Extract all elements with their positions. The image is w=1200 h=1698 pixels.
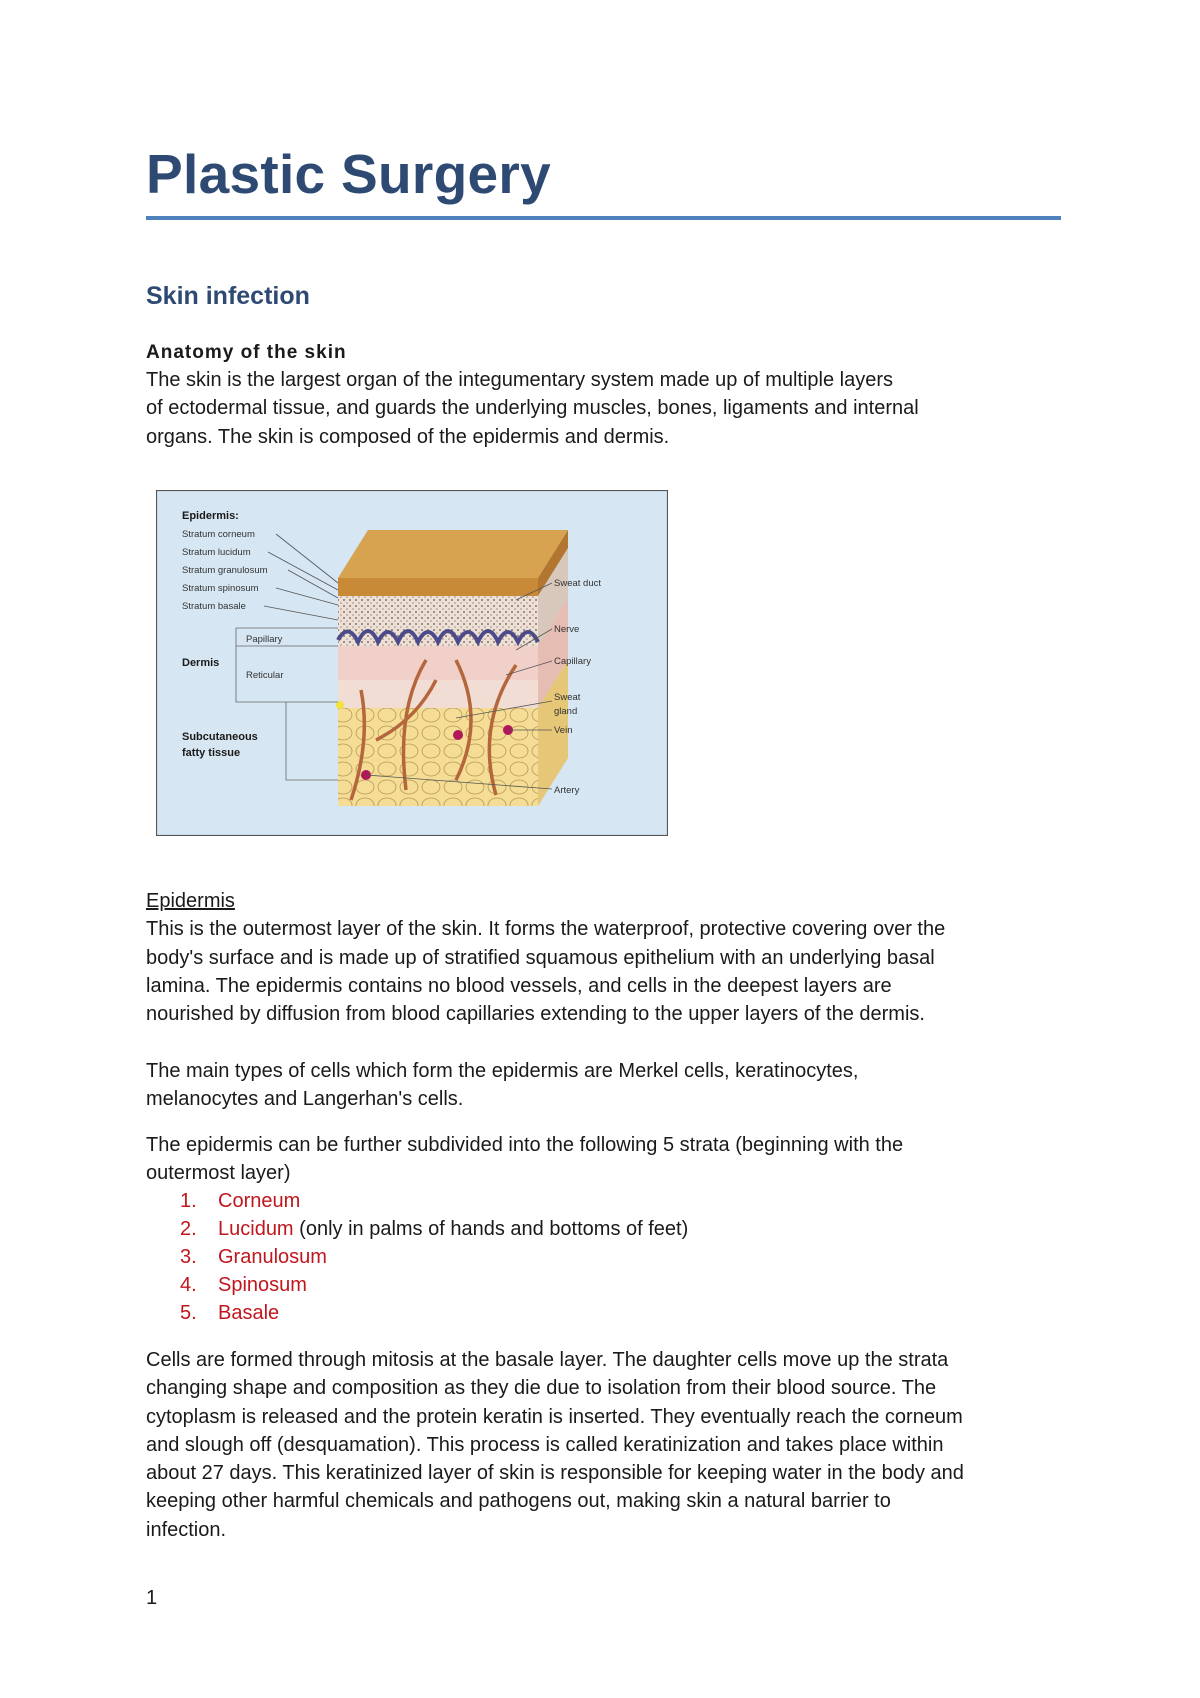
corneum-top-face bbox=[338, 530, 568, 578]
text-line: about 27 days. This keratinized layer of skin is responsible for keeping water in the body and bbox=[146, 1462, 964, 1485]
list-item: 4. Spinosum bbox=[180, 1274, 307, 1296]
text-line: nourished by diffusion from blood capillaries extending to the upper layers of the dermis. bbox=[146, 1003, 925, 1026]
figure-label-vein: Vein bbox=[554, 725, 573, 736]
text-line: cytoplasm is released and the protein keratin is inserted. They eventually reach the corneum bbox=[146, 1405, 963, 1428]
text-line: lamina. The epidermis contains no blood vessels, and cells in the deepest layers are bbox=[146, 974, 892, 997]
page-title: Plastic Surgery bbox=[146, 143, 551, 205]
figure-label-reticular: Reticular bbox=[246, 670, 284, 681]
list-item: 2. Lucidum (only in palms of hands and bottoms of feet) bbox=[180, 1218, 689, 1240]
list-item: 3. Granulosum bbox=[180, 1246, 327, 1268]
figure-label-sweat: Sweat bbox=[554, 692, 581, 703]
figure-label-stratum: Stratum granulosum bbox=[182, 565, 268, 576]
corneum-layer bbox=[338, 578, 538, 596]
figure-label-artery: Artery bbox=[554, 785, 580, 796]
epidermis-section bbox=[146, 887, 1066, 1028]
text-line: This is the outermost layer of the skin. It forms the waterproof, protective covering over the bbox=[146, 918, 946, 941]
text-line: The main types of cells which form the epidermis are Merkel cells, keratinocytes, bbox=[146, 1060, 859, 1082]
figure-label-subcutaneous: Subcutaneous bbox=[182, 731, 258, 743]
intro-paragraph bbox=[146, 366, 1066, 451]
epidermis-heading: Epidermis bbox=[146, 890, 235, 912]
cell-types-paragraph bbox=[146, 1057, 1066, 1114]
text-line: Cells are formed through mitosis at the basale layer. The daughter cells move up the strata bbox=[146, 1349, 949, 1371]
text-line: body's surface and is made up of stratified squamous epithelium with an underlying basal bbox=[146, 946, 935, 969]
title-underline bbox=[146, 216, 1061, 220]
figure-label-capillary: Capillary bbox=[554, 656, 591, 667]
figure-label-gland: gland bbox=[554, 706, 578, 717]
figure-label-fatty-tissue: fatty tissue bbox=[182, 747, 241, 759]
figure-label-dermis: Dermis bbox=[182, 657, 220, 669]
figure-label-epidermis: Epidermis: bbox=[182, 510, 239, 522]
subcutaneous-fat bbox=[338, 708, 538, 806]
text-line: infection. bbox=[146, 1518, 227, 1541]
strata-intro-paragraph bbox=[146, 1131, 1066, 1188]
text-line: of ectodermal tissue, and guards the underlying muscles, bones, ligaments and internal bbox=[146, 397, 919, 420]
figure-label-papillary: Papillary bbox=[246, 634, 283, 645]
keratinization-paragraph bbox=[146, 1346, 1066, 1544]
text-line: keeping other harmful chemicals and pathogens out, making skin a natural barrier to bbox=[146, 1490, 891, 1513]
text-line: and slough off (desquamation). This process is called keratinization and takes place within bbox=[146, 1433, 944, 1456]
figure-label-sweat-duct: Sweat duct bbox=[554, 578, 601, 589]
list-item: 1. Corneum bbox=[180, 1190, 301, 1212]
page-number: 1 bbox=[146, 1587, 158, 1609]
text-line: organs. The skin is composed of the epidermis and dermis. bbox=[146, 425, 670, 448]
figure-label-stratum: Stratum corneum bbox=[182, 529, 255, 540]
text-line: changing shape and composition as they die due to isolation from their blood source. The bbox=[146, 1377, 937, 1400]
figure-label-nerve: Nerve bbox=[554, 624, 580, 635]
text-line: outermost layer) bbox=[146, 1162, 291, 1185]
text-line: melanocytes and Langerhan's cells. bbox=[146, 1088, 464, 1111]
subsection-heading: Anatomy of the skin bbox=[146, 342, 347, 363]
skin-anatomy-figure bbox=[156, 490, 668, 836]
text-line: The epidermis can be further subdivided into the following 5 strata (beginning with the bbox=[146, 1134, 904, 1156]
text-line: The skin is the largest organ of the integumentary system made up of multiple layers bbox=[146, 369, 894, 391]
strata-list bbox=[180, 1187, 688, 1327]
vein-section bbox=[453, 730, 463, 740]
figure-label-stratum: Stratum spinosum bbox=[182, 583, 259, 594]
figure-label-stratum: Stratum basale bbox=[182, 601, 246, 612]
section-heading: Skin infection bbox=[146, 282, 310, 310]
figure-label-stratum: Stratum lucidum bbox=[182, 547, 251, 558]
list-item: 5. Basale bbox=[180, 1302, 280, 1324]
